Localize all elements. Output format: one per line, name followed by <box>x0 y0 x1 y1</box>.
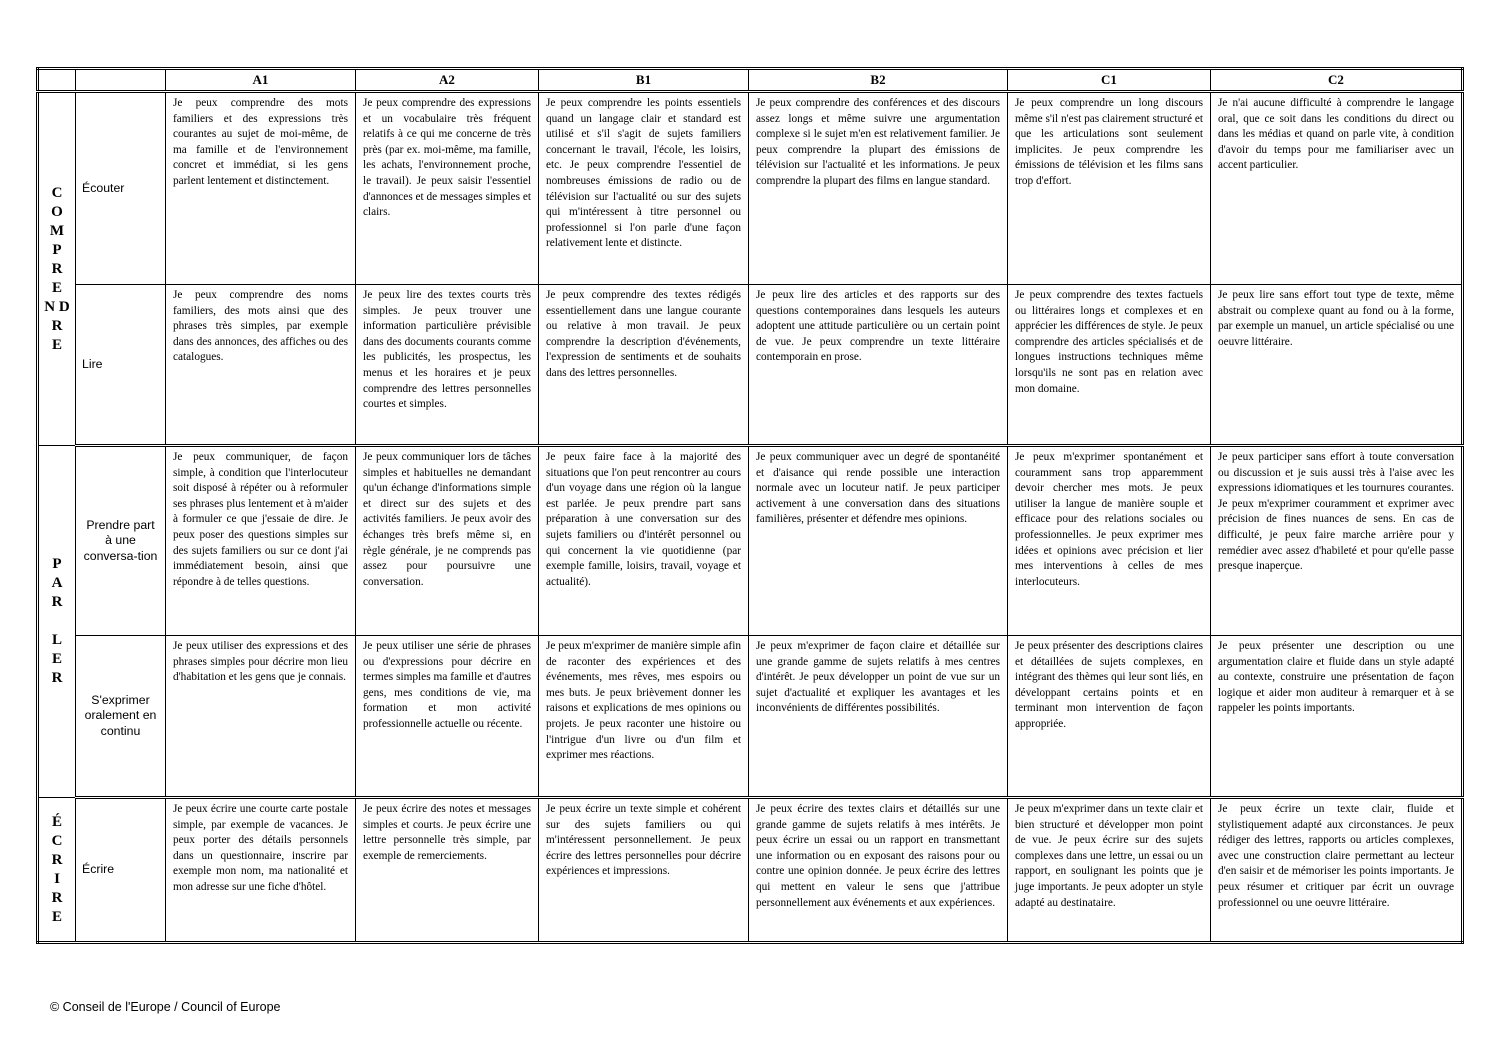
skill-label: Écrire <box>76 798 166 943</box>
copyright-footer: © Conseil de l'Europe / Council of Europe <box>50 1000 281 1014</box>
descriptor-cell: Je peux m'exprimer spontanément et couramment sans trop apparemment devoir chercher mes mots. Je peux utiliser la langue de manière souple et efficace pour des relations sociales ou professionnelles. Je peux exprimer mes idées et opinions avec précision et lier mes interventions à celles de mes interlocuteurs. <box>1008 446 1211 636</box>
skill-label: S'exprimer oralement en continu <box>76 636 166 798</box>
descriptor-cell: Je peux écrire un texte simple et cohérent sur des sujets familiers ou qui m'intéressent personnellement. Je peux écrire des lettres personnelles pour décrire expériences et impressions. <box>539 798 749 943</box>
descriptor-cell: Je peux comprendre des conférences et des discours assez longs et même suivre une argumentation complexe si le sujet m'en est relativement familier. Je peux comprendre la plupart des émissions de télévision sur l'actualité et les informations. Je peux comprendre la plupart des films en langue standard. <box>749 92 1008 285</box>
header-row <box>38 69 1463 92</box>
descriptor-cell: Je peux comprendre un long discours même s'il n'est pas clairement structuré et que les articulations sont seulement implicites. Je peux comprendre les émissions de télévision et les films sans trop d'effort. <box>1008 92 1211 285</box>
level-header-c2: C2 <box>1211 69 1463 92</box>
level-header-a1: A1 <box>166 69 356 92</box>
row-ecouter <box>38 92 1463 285</box>
level-header-b2: B2 <box>749 69 1008 92</box>
descriptor-cell: Je peux comprendre des textes factuels ou littéraires longs et complexes et en apprécier les différences de style. Je peux comprendre des articles spécialisés et de longues instructions techniques même lorsqu'ils ne sont pas en relation avec mon domaine. <box>1008 285 1211 446</box>
group-label-parler: P A R L E R <box>38 446 76 798</box>
descriptor-cell: Je peux communiquer avec un degré de spontanéité et d'aisance qui rende possible une interaction normale avec un locuteur natif. Je peux participer activement à une conversation dans des situations familières, présenter et défendre mes opinions. <box>749 446 1008 636</box>
row-sexprimer <box>38 636 1463 798</box>
corner-cell <box>76 69 166 92</box>
descriptor-cell: Je peux écrire un texte clair, fluide et stylistiquement adapté aux circonstances. Je peux rédiger des lettres, rapports ou articles complexes, avec une construction claire permettant au lecteur d'en saisir et de mémoriser les points importants. Je peux résumer et critiquer par écrit un ouvrage professionnel ou une oeuvre littéraire. <box>1211 798 1463 943</box>
descriptor-cell: Je peux utiliser une série de phrases ou d'expressions pour décrire en termes simples ma famille et d'autres gens, mes conditions de vie, ma formation et mon activité professionnelle actuelle ou récente. <box>356 636 539 798</box>
descriptor-cell: Je peux écrire des textes clairs et détaillés sur une grande gamme de sujets relatifs à mes intérêts. Je peux écrire un essai ou un rapport en transmettant une information ou en exposant des raisons pour ou contre une opinion donnée. Je peux écrire des lettres qui mettent en valeur le sens que j'attribue personnellement aux événements et aux expériences. <box>749 798 1008 943</box>
row-prendre-part <box>38 446 1463 636</box>
descriptor-cell: Je peux écrire des notes et messages simples et courts. Je peux écrire une lettre personnelle très simple, par exemple de remerciements. <box>356 798 539 943</box>
group-label-ecrire: É C R I R E <box>38 798 76 943</box>
descriptor-cell: Je peux comprendre des noms familiers, des mots ainsi que des phrases très simples, par exemple dans des annonces, des affiches ou des catalogues. <box>166 285 356 446</box>
descriptor-cell: Je peux comprendre les points essentiels quand un langage clair et standard est utilisé et s'il s'agit de sujets familiers concernant le travail, l'école, les loisirs, etc. Je peux comprendre l'essentiel de nombreuses émissions de radio ou de télévision sur l'actualité ou sur des sujets qui m'intéressent à titre personnel ou professionnel si l'on parle d'une façon relativement lente et distincte. <box>539 92 749 285</box>
descriptor-cell: Je peux participer sans effort à toute conversation ou discussion et je suis aussi très à l'aise avec les expressions idiomatiques et les tournures courantes. Je peux m'exprimer couramment et exprimer avec précision de fines nuances de sens. En cas de difficulté, je peux faire marche arrière pour y remédier avec assez d'habileté et pour qu'elle passe presque inaperçue. <box>1211 446 1463 636</box>
descriptor-cell: Je peux m'exprimer de manière simple afin de raconter des expériences et des événements, mes rêves, mes espoirs ou mes buts. Je peux brièvement donner les raisons et explications de mes opinions ou projets. Je peux raconter une histoire ou l'intrigue d'un livre ou d'un film et exprimer mes réactions. <box>539 636 749 798</box>
descriptor-cell: Je peux lire des textes courts très simples. Je peux trouver une information particulière prévisible dans des documents courants comme les publicités, les prospectus, les menus et les horaires et je peux comprendre des lettres personnelles courtes et simples. <box>356 285 539 446</box>
descriptor-cell: Je peux lire des articles et des rapports sur des questions contemporaines dans lesquels les auteurs adoptent une attitude particulière ou un certain point de vue. Je peux comprendre un texte littéraire contemporain en prose. <box>749 285 1008 446</box>
level-header-b1: B1 <box>539 69 749 92</box>
descriptor-cell: Je peux écrire une courte carte postale simple, par exemple de vacances. Je peux porter des détails personnels dans un questionnaire, inscrire par exemple mon nom, ma nationalité et mon adresse sur une fiche d'hôtel. <box>166 798 356 943</box>
descriptor-cell: Je peux faire face à la majorité des situations que l'on peut rencontrer au cours d'un voyage dans une région où la langue est parlée. Je peux prendre part sans préparation à une conversation sur des sujets familiers ou d'intérêt personnel ou qui concernent la vie quotidienne (par exemple famille, loisirs, travail, voyage et actualité). <box>539 446 749 636</box>
skill-label: Lire <box>76 285 166 446</box>
descriptor-cell: Je peux m'exprimer de façon claire et détaillée sur une grande gamme de sujets relatifs à mes centres d'intérêt. Je peux développer un point de vue sur un sujet d'actualité et expliquer les avantages et les inconvénients de différentes possibilités. <box>749 636 1008 798</box>
descriptor-cell: Je peux m'exprimer dans un texte clair et bien structuré et développer mon point de vue. Je peux écrire sur des sujets complexes dans une lettre, un essai ou un rapport, en soulignant les points que je juge importants. Je peux adopter un style adapté au destinataire. <box>1008 798 1211 943</box>
descriptor-cell: Je peux comprendre des mots familiers et des expressions très courantes au sujet de moi-même, de ma famille et de l'environnement concret et immédiat, si les gens parlent lentement et distinctement. <box>166 92 356 285</box>
descriptor-cell: Je peux présenter une description ou une argumentation claire et fluide dans un style adapté au contexte, construire une présentation de façon logique et aider mon auditeur à remarquer et à se rappeler les points importants. <box>1211 636 1463 798</box>
level-header-c1: C1 <box>1008 69 1211 92</box>
descriptor-cell: Je peux lire sans effort tout type de texte, même abstrait ou complexe quant au fond ou à la forme, par exemple un manuel, un article spécialisé ou une oeuvre littéraire. <box>1211 285 1463 446</box>
descriptor-cell: Je n'ai aucune difficulté à comprendre le langage oral, que ce soit dans les conditions du direct ou dans les médias et quand on parle vite, à condition d'avoir du temps pour me familiariser avec un accent particulier. <box>1211 92 1463 285</box>
descriptor-cell: Je peux comprendre des textes rédigés essentiellement dans une langue courante ou relative à mon travail. Je peux comprendre la description d'événements, l'expression de sentiments et de souhaits dans des lettres personnelles. <box>539 285 749 446</box>
skill-label: Écouter <box>76 92 166 285</box>
row-lire <box>38 285 1463 446</box>
group-label-comprendre: C O M P R E N D R E <box>38 92 76 446</box>
descriptor-cell: Je peux présenter des descriptions claires et détaillées de sujets complexes, en intégrant des thèmes qui leur sont liés, en développant certains points et en terminant mon intervention de façon appropriée. <box>1008 636 1211 798</box>
descriptor-cell: Je peux communiquer, de façon simple, à condition que l'interlocuteur soit disposé à répéter ou à reformuler ses phrases plus lentement et à m'aider à formuler ce que j'essaie de dire. Je peux poser des questions simples sur des sujets familiers ou sur ce dont j'ai immédiatement besoin, ainsi que répondre à de telles questions. <box>166 446 356 636</box>
descriptor-cell: Je peux communiquer lors de tâches simples et habituelles ne demandant qu'un échange d'informations simple et direct sur des sujets et des activités familiers. Je peux avoir des échanges très brefs même si, en règle générale, je ne comprends pas assez pour poursuivre une conversation. <box>356 446 539 636</box>
skill-label: Prendre part à une conversa-tion <box>76 446 166 636</box>
descriptor-cell: Je peux comprendre des expressions et un vocabulaire très fréquent relatifs à ce qui me concerne de très près (par ex. moi-même, ma famille, les achats, l'environnement proche, le travail). Je peux saisir l'essentiel d'annonces et de messages simples et clairs. <box>356 92 539 285</box>
cefr-grid <box>36 67 1464 944</box>
level-header-a2: A2 <box>356 69 539 92</box>
row-ecrire <box>38 798 1463 943</box>
descriptor-cell: Je peux utiliser des expressions et des phrases simples pour décrire mon lieu d'habitation et les gens que je connais. <box>166 636 356 798</box>
corner-cell <box>38 69 76 92</box>
